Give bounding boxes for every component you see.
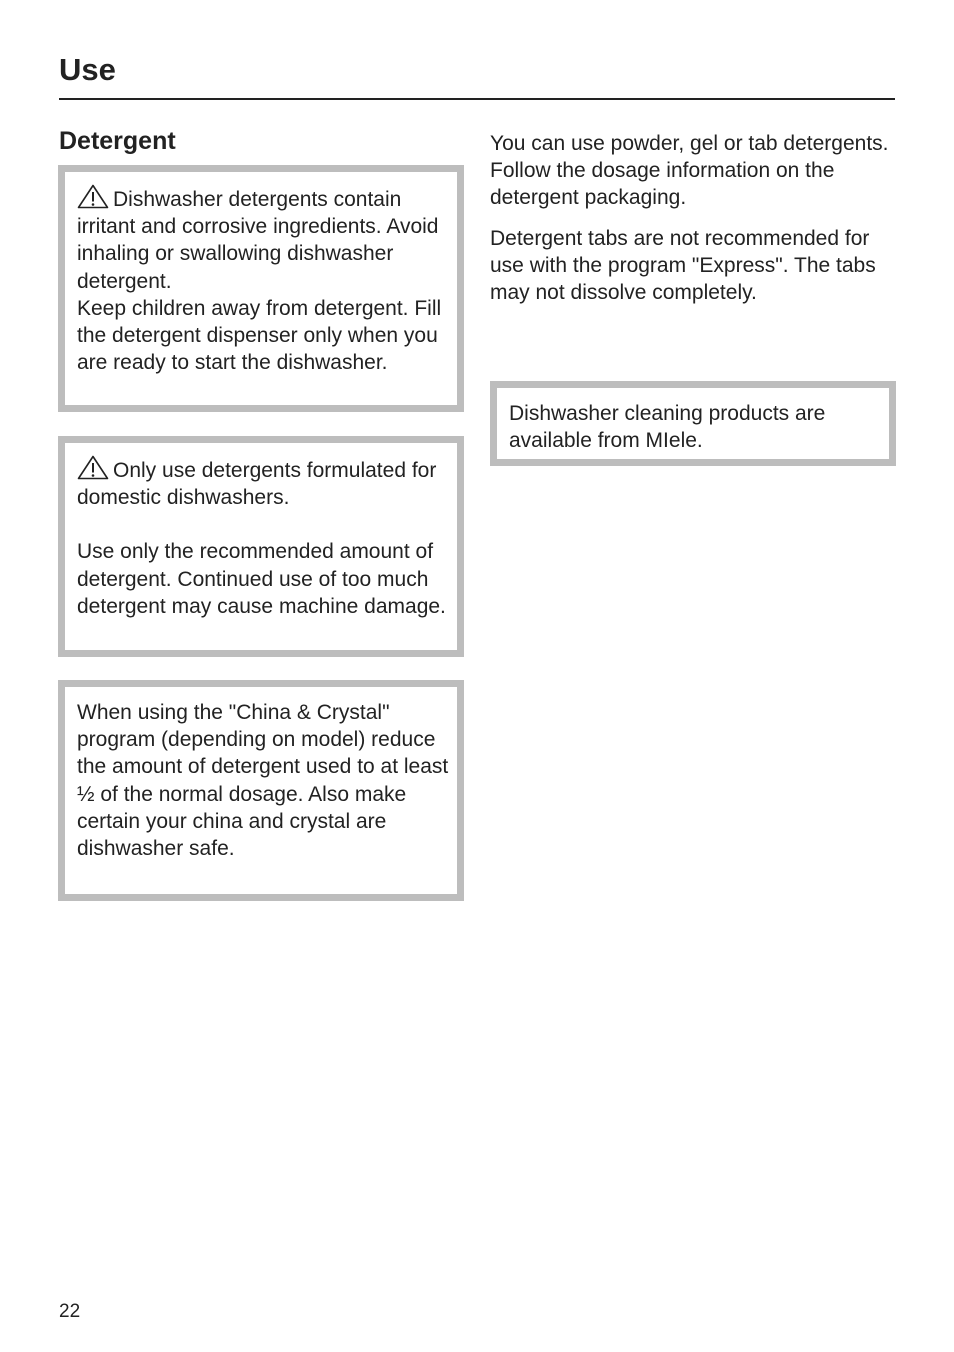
warning-text: Only use detergents formulated for domestic dishwashers. xyxy=(77,459,437,510)
info-box-cleaning-products xyxy=(490,381,896,466)
warning-text-lead xyxy=(77,184,451,295)
page-number: 22 xyxy=(59,1301,81,1322)
paragraph-gap xyxy=(77,511,451,538)
warning-text-more: Keep children away from detergent. Fill the detergent dispenser only when you are ready to start the dishwasher. xyxy=(77,296,442,375)
page-title: Use xyxy=(59,52,116,87)
paragraph-detergent-tabs: Detergent tabs are not recommended for use with the program "Express". The tabs may not dissolve completely. xyxy=(490,226,876,305)
section-heading: Detergent xyxy=(59,127,176,155)
paragraph-detergent-types: You can use powder, gel or tab detergents. Follow the dosage information on the detergent packaging. xyxy=(490,132,889,210)
warning-triangle-icon xyxy=(77,184,109,209)
warning-triangle-icon xyxy=(77,455,109,480)
info-box-china-crystal xyxy=(58,680,464,901)
info-text: Dishwasher cleaning products are available from MIele. xyxy=(509,402,826,453)
warning-text-lead xyxy=(77,455,451,511)
title-divider xyxy=(59,98,895,100)
warning-box-detergent-type xyxy=(58,436,464,657)
warning-text-more: Use only the recommended amount of detergent. Continued use of too much detergent may cause machine damage. xyxy=(77,540,446,618)
right-column xyxy=(490,130,900,319)
warning-text: Dishwasher detergents contain irritant and corrosive ingredients. Avoid inhaling or swallowing dishwasher detergent. xyxy=(77,188,439,293)
warning-box-detergent-hazard xyxy=(58,165,464,412)
info-text: When using the "China & Crystal" program (depending on model) reduce the amount of detergent used to at least ½ of the normal dosage. Also make certain your china and crystal are dishwasher safe. xyxy=(77,701,449,861)
